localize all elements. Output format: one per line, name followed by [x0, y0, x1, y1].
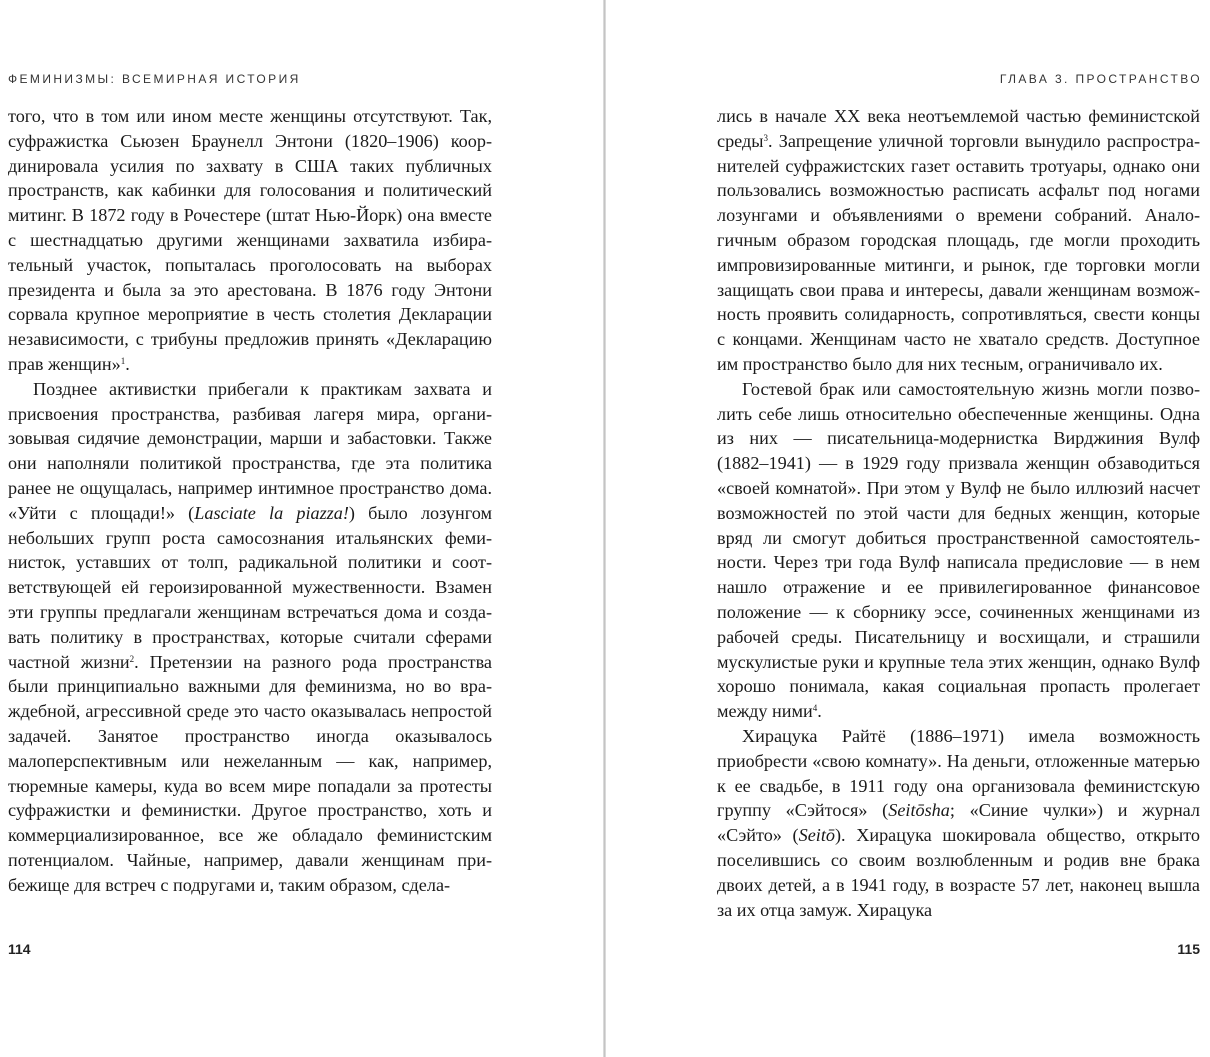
page-number-left: 114 [8, 941, 31, 957]
paragraph-text: . Претензии на разного рода пространства были принципиально важными для феминизма, но во враждебной, агрессивной среде это часто оказывалась непростой задачей. Занятое пространство иногда оказывалось малоперспективным или нежеланным — как, например, тюремные камеры, куда во всем мире попадали за протесты суфражистки и феминистки. Другое пространство, хоть и коммерциализированное, все же обладало феминистским потенциалом. Чайные, например, давали женщинам прибежище для встреч с подругами и, таким образом, сдела- [8, 651, 492, 895]
paragraph-text: . Запрещение уличной торговли вынудило распространителей суфражистских газет оставить тротуары, однако они пользовались возможностью расписать асфальт под ногами лозунгами и объявлениями о времени собраний. Аналогичным образом городская площадь, где могли проходить импровизированные митинги, и рынок, где торговки могли защищать свои права и интересы, давали женщинам возможность проявить солидарность, сопротивляться, свести концы с концами. Женщинам часто не хватало средств. Доступное им пространство было для них тесным, ограничивало их. [717, 130, 1200, 374]
footnote-ref: 2 [129, 653, 135, 664]
footnote-ref: 1 [120, 355, 126, 366]
left-page-body [8, 104, 492, 898]
paragraph [717, 377, 1200, 724]
running-head-right: ГЛАВА 3. ПРОСТРАНСТВО [999, 72, 1202, 86]
italic-phrase: Seitōsha [888, 800, 950, 821]
paragraph-text: Гостевой брак или самостоятельную жизнь могли позволить себе лишь относительно обеспеченные женщины. Одна из них — писательница-модернистка Вирджиния Вулф (1882–1941) — в 1929 году призвала женщин обзаводиться «своей комнатой». При этом у Вулф не было иллюзий насчет возможностей по этой части для бедных женщин, которые вряд ли смогут добиться пространственной самостоятельности. Через три года Вулф написала предисловие — в нем нашло отражение и ее привилегированное финансовое положение — к сборнику эссе, сочиненных женщинами из рабочей среды. Писательницу и восхищали, и страшили мускулистые руки и крупные тела этих женщин, однако Вулф хорошо понимала, какая социальная пропасть пролегает между ними [717, 378, 1200, 722]
paragraph-text: ). Хирацука шокировала общество, открыто поселившись со своим возлюбленным и родив вне брака двоих детей, а в 1941 году, в возрасте 57 лет, наконец вышла за их отца замуж. Хирацука [717, 825, 1200, 920]
footnote-ref: 4 [812, 703, 818, 714]
paragraph-text: Позднее активистки прибегали к практикам захвата и присвоения пространства, разбивая лагеря мира, организовывая сидячие демонстрации, марши и забастовки. Также они наполняли политикой пространства, где эта политика ранее не ощущалась, например интимное пространство дома. «Уйти с площади!» ( [8, 378, 492, 523]
paragraph [717, 104, 1200, 377]
paragraph [8, 104, 492, 377]
italic-phrase: Lasciate la piazza! [194, 502, 349, 523]
paragraph-text: того, что в том или ином месте женщины отсутствуют. Так, суфражистка Сьюзен Браунелл Энтони (1820–1906) координировала усилия по захвату в США таких публичных пространств, как кабинки для голосования и политический митинг. В 1872 году в Рочестере (штат Нью-Йорк) она вместе с шестнадцатью другими женщинами захватила избирательный участок, попыталась проголосовать на выборах президента и была за это арестована. В 1876 году Энтони сорвала крупное мероприятие в честь столетия Декларации независимости, с трибуны предложив принять «Декларацию прав женщин» [8, 106, 492, 374]
paragraph [8, 377, 492, 898]
footnote-ref: 3 [763, 132, 768, 143]
paragraph-text: . [125, 353, 130, 374]
paragraph-text: ; «Синие чулки») и журнал «Сэйто» ( [717, 800, 1200, 846]
left-page [0, 0, 602, 1057]
book-spine [603, 0, 606, 1057]
running-head-left: ФЕМИНИЗМЫ: ВСЕМИРНАЯ ИСТОРИЯ [8, 72, 301, 86]
right-page [607, 0, 1210, 1057]
paragraph-text: лись в начале XX века неотъемлемой частью феминистской среды [717, 106, 1200, 151]
paragraph-text: . [817, 701, 822, 722]
paragraph-text: ) было лозунгом небольших групп роста самосознания итальянских феминисток, уставших от толп, радикальной политики и соответствующей ей героизированной мужественности. Взамен эти группы предлагали женщинам встречаться дома и создавать политику в пространствах, которые считали сферами частной жизни [8, 502, 493, 672]
paragraph [717, 724, 1200, 922]
italic-phrase: Seitō [798, 825, 835, 846]
paragraph-text: Хирацука Райтё (1886–1971) имела возможность приобрести «свою комнату». На деньги, отложенные матерью к ее свадьбе, в 1911 году она организовала феминистскую группу «Сэйтося» ( [717, 725, 1200, 821]
page-number-right: 115 [1177, 941, 1200, 957]
right-page-body [717, 104, 1200, 922]
